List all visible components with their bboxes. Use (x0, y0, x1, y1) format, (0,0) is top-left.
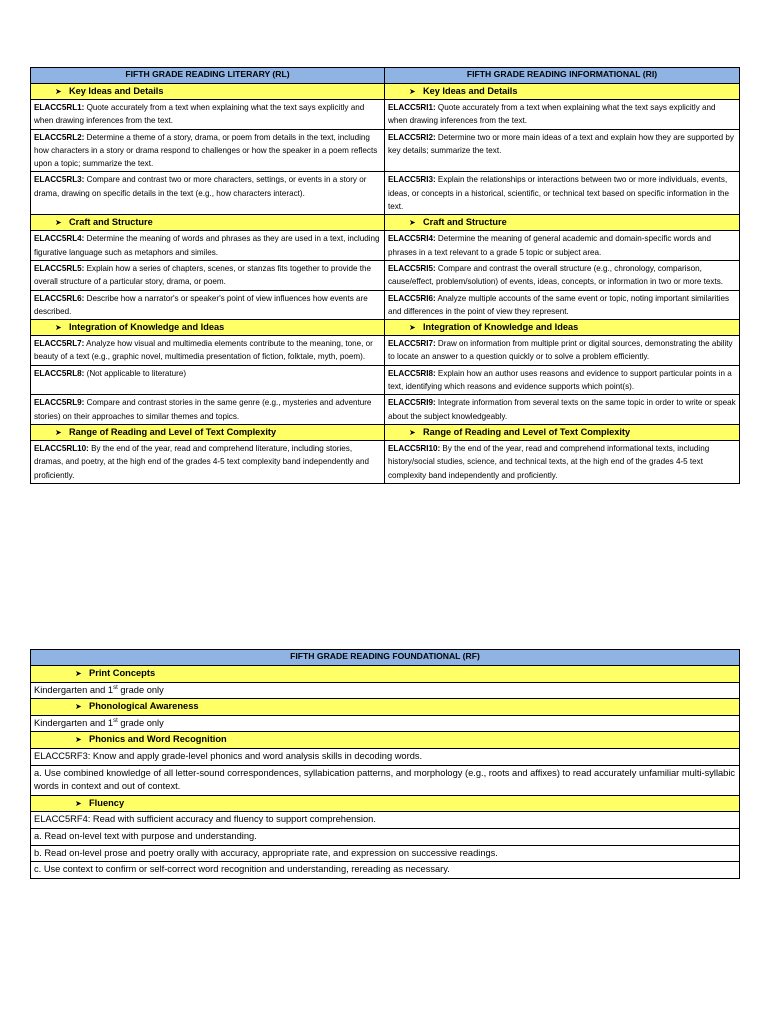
standard-rf4b: b. Read on-level prose and poetry orally with accuracy, appropriate rate, and expression on successive readings. (31, 845, 740, 862)
standard-code: ELACC5RI5: (388, 263, 436, 273)
standard-code: ELACC5RL2: (34, 132, 85, 142)
literary-standard-cell (31, 260, 385, 290)
arrow-bullet-icon: ➤ (409, 427, 416, 437)
arrow-bullet-icon: ➤ (409, 87, 416, 96)
foundational-header: FIFTH GRADE READING FOUNDATIONAL (RF) (31, 650, 740, 666)
literary-standard-cell (31, 172, 385, 215)
table-row (31, 100, 740, 130)
standard-code: ELACC5RI7: (388, 339, 436, 349)
arrow-bullet-icon: ➤ (55, 323, 62, 333)
arrow-bullet-icon: ➤ (75, 702, 82, 712)
literary-standard-cell (31, 365, 385, 395)
section-row (31, 215, 740, 231)
standard-code: ELACC5RL6: (34, 293, 85, 303)
standard-code: ELACC5RI6: (388, 293, 436, 303)
standard-text: By the end of the year, read and comprehend literature, including stories, dramas, and poetry, at the high end of the grades 4-5 text complexity band independently and proficiently. (34, 443, 370, 480)
standard-text: Quote accurately from a text when explaining what the text says explicitly and when drawing inferences from the text. (388, 103, 716, 126)
section-phonics: ➤ Phonics and Word Recognition (31, 732, 740, 749)
standard-text: Compare and contrast two or more characters, settings, or events in a story or drama, drawing on specific details in the text (e.g., how characters interact). (34, 175, 367, 198)
standard-text: Explain how a series of chapters, scenes, or stanzas fits together to provide the overall structure of a particular story, drama, or poem. (34, 263, 371, 287)
arrow-bullet-icon: ➤ (409, 323, 416, 333)
arrow-bullet-icon: ➤ (409, 218, 416, 228)
section-row (31, 666, 740, 683)
standard-text: Determine the meaning of general academic and domain-specific words and phrases in a text relevant to a grade 5 topic or subject area. (388, 234, 712, 257)
informational-standard-cell (385, 336, 740, 366)
standard-code: ELACC5RL4: (34, 234, 85, 244)
standard-code: ELACC5RI8: (388, 368, 436, 378)
standard-text: Compare and contrast stories in the same genre (e.g., mysteries and adventure stories) on their approaches to similar themes and topics. (34, 398, 372, 421)
standard-code: ELACC5RI3: (388, 175, 436, 185)
standard-text: (Not applicable to literature) (84, 368, 187, 378)
standard-text: Integrate information from several texts on the same topic in order to write or speak about the subject knowledgeably. (388, 398, 736, 421)
standard-rf4: ELACC5RF4: Read with sufficient accuracy and fluency to support comprehension. (31, 812, 740, 829)
table-row (31, 129, 740, 172)
standard-text: Determine a theme of a story, drama, or poem from details in the text, including how characters in a story or drama respond to challenges or how the speaker in a poem reflects upon a topic; summarize the text. (34, 132, 378, 169)
section-row (31, 424, 740, 440)
section-row (31, 732, 740, 749)
standard-code: ELACC5RL3: (34, 175, 85, 185)
table-row (31, 682, 740, 699)
standard-text: Explain how an author uses reasons and evidence to support particular points in a text, identifying which reasons and evidence supports which point(s). (388, 368, 732, 392)
standard-code: ELACC5RI2: (388, 132, 436, 142)
table-row (31, 862, 740, 879)
standard-text: Determine the meaning of words and phrases as they are used in a text, including figurative language such as metaphors and similes. (34, 234, 380, 257)
foundational-table (30, 649, 740, 879)
literary-informational-table (30, 67, 740, 484)
standard-rf4a: a. Read on-level text with purpose and understanding. (31, 828, 740, 845)
literary-header: FIFTH GRADE READING LITERARY (RL) (31, 68, 385, 84)
table-row (31, 395, 740, 425)
section-row (31, 320, 740, 336)
section-fluency: ➤ Fluency (31, 795, 740, 812)
section-heading: ➤ Craft and Structure (385, 215, 740, 231)
table-row (31, 172, 740, 215)
standard-code: ELACC5RL8: (34, 368, 85, 378)
standard-text: Analyze multiple accounts of the same event or topic, noting important similarities and differences in the point of view they represent. (388, 293, 729, 316)
arrow-bullet-icon: ➤ (55, 218, 62, 228)
informational-standard-cell (385, 100, 740, 130)
literary-standard-cell (31, 231, 385, 261)
section-print-concepts: ➤ Print Concepts (31, 666, 740, 683)
informational-standard-cell (385, 440, 740, 483)
arrow-bullet-icon: ➤ (75, 798, 82, 808)
standard-code: ELACC5RI9: (388, 398, 436, 408)
standard-text: Quote accurately from a text when explaining what the text says explicitly and when drawing inferences from the text. (34, 103, 365, 126)
section-row (31, 699, 740, 716)
informational-standard-cell (385, 395, 740, 425)
section-heading: ➤ Integration of Knowledge and Ideas (385, 320, 740, 336)
informational-standard-cell (385, 290, 740, 320)
table-header-row (31, 68, 740, 84)
table-row (31, 748, 740, 765)
standard-text: Describe how a narrator's or speaker's point of view influences how events are described. (34, 293, 368, 316)
literary-standard-cell (31, 290, 385, 320)
standard-text: Draw on information from multiple print or digital sources, demonstrating the ability to locate an answer to a question quickly or to solve a problem efficiently. (388, 339, 733, 362)
informational-standard-cell (385, 231, 740, 261)
section-heading: ➤ Key Ideas and Details (385, 84, 740, 100)
standard-text: By the end of the year, read and comprehend informational texts, including history/social studies, science, and technical texts, at the high end of the grades 4-5 text complexity band independently and proficiently. (388, 443, 710, 480)
table-row (31, 336, 740, 366)
informational-standard-cell (385, 365, 740, 395)
standard-rf4c: c. Use context to confirm or self-correct word recognition and understanding, rereading as necessary. (31, 862, 740, 879)
table-row (31, 845, 740, 862)
standard-text: Determine two or more main ideas of a text and explain how they are supported by key details; summarize the text. (388, 132, 734, 155)
section-row (31, 84, 740, 100)
arrow-bullet-icon: ➤ (55, 87, 62, 96)
section-heading: ➤ Key Ideas and Details (31, 84, 385, 100)
standard-code: ELACC5RI1: (388, 103, 436, 112)
table-row (31, 765, 740, 795)
standard-text: Compare and contrast the overall structure (e.g., chronology, comparison, cause/effect, problem/solution) of events, ideas, concepts, or information in two or more texts. (388, 263, 724, 287)
table-row (31, 812, 740, 829)
table-row (31, 440, 740, 483)
arrow-bullet-icon: ➤ (75, 669, 82, 678)
table-row (31, 365, 740, 395)
standard-rf3a: a. Use combined knowledge of all letter-sound correspondences, syllabication patterns, and morphology (e.g., roots and affixes) to read accurately unfamiliar multi-syllabic words in context and out of context. (31, 765, 740, 795)
arrow-bullet-icon: ➤ (75, 735, 82, 745)
standard-code: ELACC5RL10: (34, 443, 89, 453)
table-row (31, 715, 740, 732)
table-row (31, 231, 740, 261)
standard-code: ELACC5RL7: (34, 339, 85, 349)
section-phonological-awareness: ➤ Phonological Awareness (31, 699, 740, 716)
table-row (31, 290, 740, 320)
section-row (31, 795, 740, 812)
literary-standard-cell (31, 440, 385, 483)
standard-code: ELACC5RI10: (388, 443, 441, 453)
table-row (31, 828, 740, 845)
standard-code: ELACC5RI4: (388, 234, 436, 244)
standard-code: ELACC5RL5: (34, 263, 85, 273)
standard-text: Analyze how visual and multimedia elements contribute to the meaning, tone, or beauty of a text (e.g., graphic novel, multimedia presentation of fiction, folktale, myth, poem). (34, 339, 373, 362)
arrow-bullet-icon: ➤ (55, 427, 62, 437)
section-heading: ➤ Range of Reading and Level of Text Complexity (31, 424, 385, 440)
informational-standard-cell (385, 260, 740, 290)
section-heading: ➤ Integration of Knowledge and Ideas (31, 320, 385, 336)
informational-header: FIFTH GRADE READING INFORMATIONAL (RI) (385, 68, 740, 84)
table-row (31, 260, 740, 290)
phonological-text: Kindergarten and 1st grade only (31, 715, 740, 732)
standard-code: ELACC5RL1: (34, 103, 85, 112)
literary-standard-cell (31, 395, 385, 425)
standard-rf3: ELACC5RF3: Know and apply grade-level phonics and word analysis skills in decoding words. (31, 748, 740, 765)
literary-standard-cell (31, 129, 385, 172)
literary-standard-cell (31, 336, 385, 366)
section-heading: ➤ Range of Reading and Level of Text Complexity (385, 424, 740, 440)
print-concepts-text: Kindergarten and 1st grade only (31, 682, 740, 699)
informational-standard-cell (385, 172, 740, 215)
standard-text: Explain the relationships or interactions between two or more individuals, events, ideas, or concepts in a historical, scientific, or technical text based on specific information in the text. (388, 175, 730, 212)
section-heading: ➤ Craft and Structure (31, 215, 385, 231)
informational-standard-cell (385, 129, 740, 172)
literary-standard-cell (31, 100, 385, 130)
standard-code: ELACC5RL9: (34, 398, 85, 408)
foundational-header-row (31, 650, 740, 666)
